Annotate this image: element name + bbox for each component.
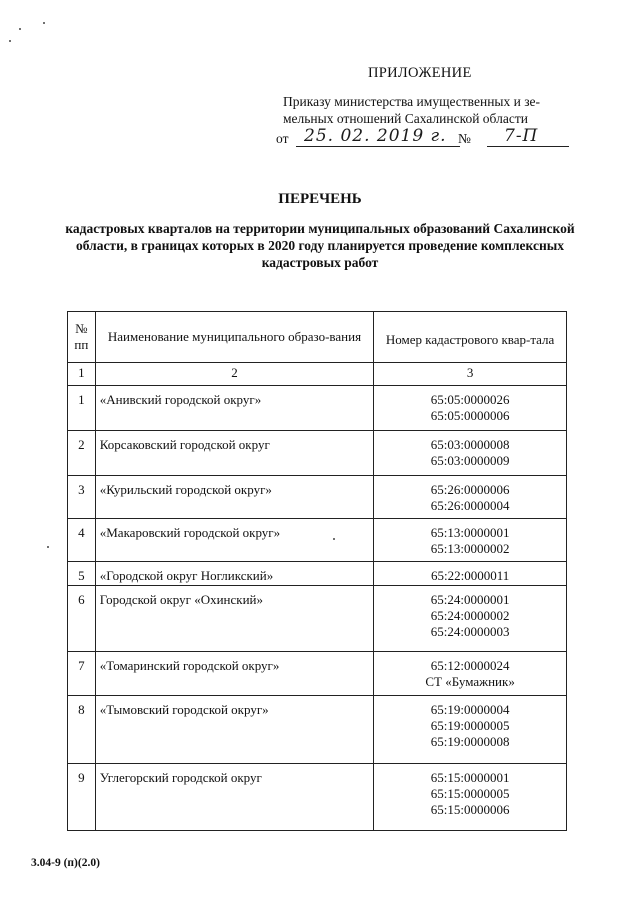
cadastral-quarter: 65:05:0000006: [430, 408, 510, 423]
municipality-name: Корсаковский городской округ: [95, 431, 373, 476]
column-number-2: 2: [95, 363, 373, 386]
row-number: 5: [68, 562, 96, 586]
municipality-name: «Анивский городской округ»: [95, 386, 373, 431]
column-number-1: 1: [68, 363, 96, 386]
from-label: от: [276, 131, 289, 146]
quarter-numbers: [374, 696, 567, 764]
row-number: 7: [68, 652, 96, 696]
cadastral-quarter: 65:26:0000006: [430, 482, 510, 497]
municipality-name: «Макаровский городской округ»: [95, 519, 373, 562]
table-row: [68, 696, 567, 764]
cadastral-quarter: 65:24:0000001: [430, 592, 510, 607]
quarter-numbers: [374, 519, 567, 562]
municipality-name: «Курильский городской округ»: [95, 476, 373, 519]
table-row: [68, 476, 567, 519]
order-date-number-row: [276, 128, 576, 150]
municipality-name: «Тымовский городской округ»: [95, 696, 373, 764]
table-header-row: [68, 312, 567, 363]
cadastral-quarter: 65:13:0000001: [430, 525, 510, 540]
appendix-heading: ПРИЛОЖЕНИЕ: [368, 65, 472, 81]
municipality-name: Углегорский городской округ: [95, 764, 373, 831]
handwritten-date: 25. 02. 2019 г.: [304, 126, 447, 146]
row-number: 2: [68, 431, 96, 476]
table-row: [68, 586, 567, 652]
table-row: [68, 764, 567, 831]
quarter-numbers: [374, 431, 567, 476]
number-label: №: [458, 131, 471, 146]
table-row: [68, 431, 567, 476]
cadastral-quarter: 65:12:0000024: [430, 658, 510, 673]
cadastral-quarter: 65:19:0000008: [430, 734, 510, 749]
column-number-3: 3: [374, 363, 567, 386]
scan-speck: [19, 28, 21, 30]
row-number: 3: [68, 476, 96, 519]
cadastral-quarter: 65:03:0000009: [430, 453, 510, 468]
table-row: [68, 386, 567, 431]
cadastral-quarter: 65:24:0000002: [430, 608, 510, 623]
quarter-numbers: [374, 562, 567, 586]
form-code: 3.04-9 (п)(2.0): [31, 857, 100, 869]
municipality-name: «Городской округ Ногликский»: [95, 562, 373, 586]
header-quarter-number: Номер кадастрового квар-тала: [374, 312, 567, 363]
cadastral-quarter: 65:22:0000011: [430, 568, 510, 583]
quarter-numbers: [374, 476, 567, 519]
number-underline: [487, 146, 569, 147]
cadastral-quarter: 65:05:0000026: [430, 392, 510, 407]
scan-speck: [47, 546, 49, 548]
cadastral-quarter: 65:15:0000005: [430, 786, 510, 801]
row-number: 4: [68, 519, 96, 562]
quarter-numbers: [374, 764, 567, 831]
cadastral-quarter: 65:24:0000003: [430, 624, 510, 639]
quarter-numbers: [374, 586, 567, 652]
cadastral-quarter: 65:15:0000006: [430, 802, 510, 817]
row-number: 1: [68, 386, 96, 431]
quarter-numbers: [374, 386, 567, 431]
row-number: 9: [68, 764, 96, 831]
quarter-numbers: [374, 652, 567, 696]
column-number-row: [68, 363, 567, 386]
row-number: 6: [68, 586, 96, 652]
row-number: 8: [68, 696, 96, 764]
date-underline: [296, 146, 460, 147]
municipality-name: Городской округ «Охинский»: [95, 586, 373, 652]
table-row: [68, 562, 567, 586]
handwritten-number: 7-П: [504, 126, 539, 146]
scan-speck: [43, 22, 45, 24]
header-number: № пп: [68, 312, 96, 363]
document-title: ПЕРЕЧЕНЬ: [278, 191, 362, 207]
appendix-order-line-1: Приказу министерства имущественных и зе-: [283, 94, 541, 109]
table-row: [68, 652, 567, 696]
cadastral-quarter: 65:26:0000004: [430, 498, 510, 513]
document-subtitle: кадастровых кварталов на территории муниципальных образований Сахалинской области, в границах которых в 2020 году планируется проведение комплексных кадастровых работ: [65, 221, 575, 270]
cadastral-quarters-table: [67, 311, 567, 831]
scan-speck: [9, 40, 11, 42]
cadastral-quarter: СТ «Бумажник»: [425, 674, 515, 689]
header-municipality: Наименование муниципального образо-вания: [95, 312, 373, 363]
cadastral-quarter: 65:03:0000008: [430, 437, 510, 452]
cadastral-quarter: 65:13:0000002: [430, 541, 510, 556]
cadastral-quarter: 65:15:0000001: [430, 770, 510, 785]
cadastral-quarter: 65:19:0000005: [430, 718, 510, 733]
table-row: [68, 519, 567, 562]
municipality-name: «Томаринский городской округ»: [95, 652, 373, 696]
appendix-order-line-2: мельных отношений Сахалинской области: [283, 111, 528, 126]
cadastral-quarter: 65:19:0000004: [430, 702, 510, 717]
